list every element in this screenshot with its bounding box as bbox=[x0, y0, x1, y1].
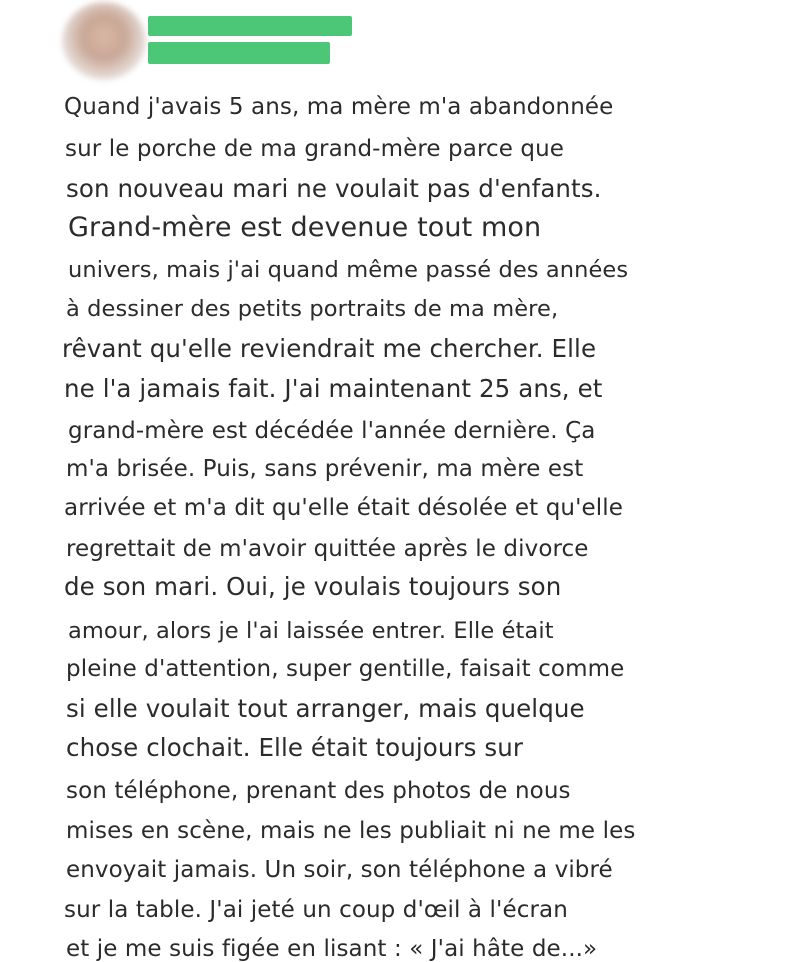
post-line: m'a brisée. Puis, sans prévenir, ma mère est bbox=[66, 456, 584, 482]
post-line: Quand j'avais 5 ans, ma mère m'a abandonnée bbox=[64, 94, 614, 120]
post-line: et je me suis figée en lisant : « J'ai hâte de...» bbox=[66, 936, 598, 962]
post-line: univers, mais j'ai quand même passé des années bbox=[68, 257, 629, 283]
post-line: envoyait jamais. Un soir, son téléphone a vibré bbox=[66, 857, 613, 883]
post-line: si elle voulait tout arranger, mais quelque bbox=[66, 694, 585, 723]
post-line: arrivée et m'a dit qu'elle était désolée et qu'elle bbox=[64, 495, 623, 521]
post-line: amour, alors je l'ai laissée entrer. Elle était bbox=[68, 618, 554, 644]
post-line: chose clochait. Elle était toujours sur bbox=[66, 733, 524, 762]
post-line: regrettait de m'avoir quittée après le divorce bbox=[66, 536, 589, 562]
post-line: rêvant qu'elle reviendrait me chercher. Elle bbox=[62, 334, 597, 363]
post-line: à dessiner des petits portraits de ma mère, bbox=[66, 296, 559, 322]
post-line: mises en scène, mais ne les publiait ni ne me les bbox=[66, 818, 636, 844]
post-line: de son mari. Oui, je voulais toujours son bbox=[64, 572, 562, 601]
post-line: sur le porche de ma grand-mère parce que bbox=[65, 136, 565, 162]
post-line: sur la table. J'ai jeté un coup d'œil à l'écran bbox=[64, 897, 568, 923]
post-line: son nouveau mari ne voulait pas d'enfants. bbox=[66, 174, 602, 203]
post-line: ne l'a jamais fait. J'ai maintenant 25 ans, et bbox=[64, 374, 603, 403]
post-line: Grand-mère est devenue tout mon bbox=[68, 212, 542, 243]
post-line: son téléphone, prenant des photos de nous bbox=[66, 778, 571, 804]
post-line: grand-mère est décédée l'année dernière. Ça bbox=[68, 418, 596, 444]
post-line: pleine d'attention, super gentille, faisait comme bbox=[66, 656, 625, 682]
